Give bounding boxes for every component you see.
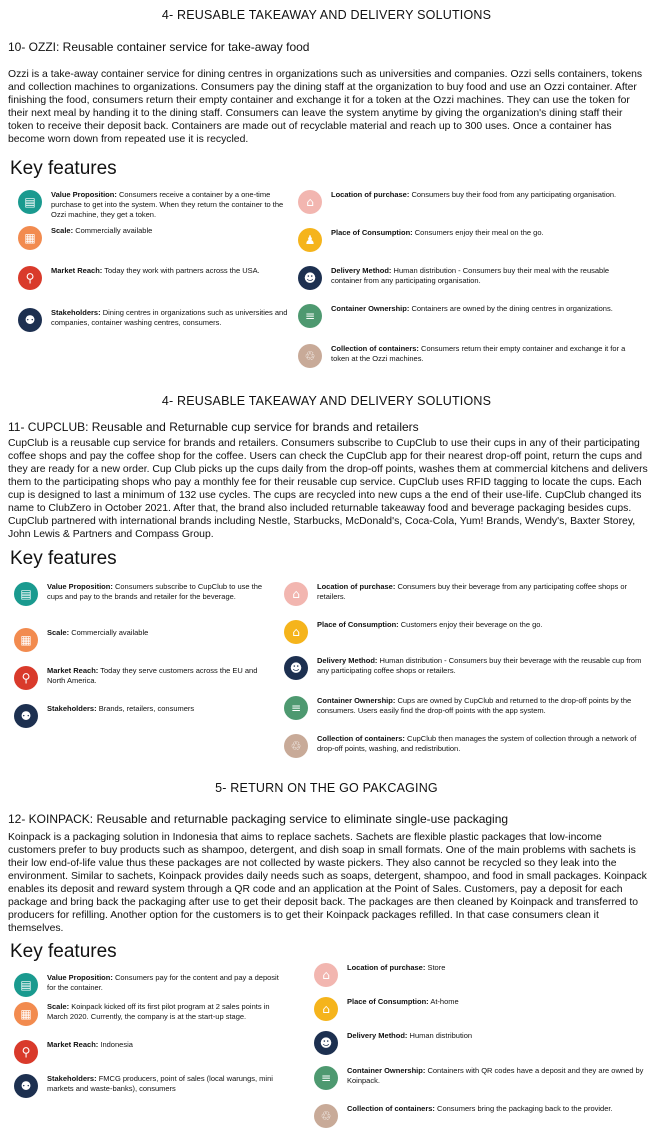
home-icon: ⌂ [284, 620, 308, 644]
feature-location-of-purchase [314, 963, 634, 987]
feature-text: Dining centres in organizations such as universities and companies, container washing centres, consumers. [51, 308, 288, 327]
feature-text: At-home [430, 997, 459, 1006]
feature-label: Location of purchase: [347, 963, 426, 972]
feature-label: Value Proposition: [47, 582, 113, 591]
feature-container-ownership [298, 304, 618, 328]
feature-text: Consumers return their empty container and exchange it for a token at the Ozzi machines. [331, 344, 626, 363]
walking-person-icon: ♟ [298, 228, 322, 252]
container-icon: ▤ [14, 973, 38, 997]
feature-text: CupClub then manages the system of collection through a network of drop-off points, washing, and redistribution. [317, 734, 637, 753]
feature-label: Collection of containers: [347, 1104, 435, 1113]
feature-label: Delivery Method: [317, 656, 378, 665]
feature-text: Human distribution [409, 1031, 473, 1040]
feature-text: Commercially available [71, 628, 149, 637]
feature-label: Market Reach: [51, 266, 103, 275]
feature-label: Scale: [51, 226, 74, 235]
feature-label: Container Ownership: [317, 696, 396, 705]
feature-label: Scale: [47, 1002, 70, 1011]
clipboard-icon: ▦ [18, 226, 42, 250]
container-icon: ▤ [14, 582, 38, 606]
feature-label: Place of Consumption: [347, 997, 429, 1006]
feature-text: Customers enjoy their beverage on the go. [400, 620, 543, 629]
clipboard-icon: ▦ [14, 1002, 38, 1026]
feature-label: Container Ownership: [331, 304, 410, 313]
feature-delivery-method [298, 266, 628, 290]
feature-location-of-purchase [298, 190, 618, 214]
feature-stakeholders [14, 1074, 284, 1098]
feature-delivery-method [284, 656, 644, 680]
feature-text: Containers are owned by the dining centres in organizations. [411, 304, 613, 313]
feature-place-of-consumption [284, 620, 644, 644]
feature-delivery-method [314, 1031, 634, 1055]
container-icon: ▤ [18, 190, 42, 214]
store-icon: ⌂ [284, 582, 308, 606]
feature-label: Collection of containers: [317, 734, 405, 743]
delivery-person-icon: ☻ [314, 1031, 338, 1055]
feature-market-reach [18, 266, 288, 290]
delivery-person-icon: ☻ [284, 656, 308, 680]
feature-text: Human distribution - Consumers buy their meal with the reusable container from any participating organisation. [331, 266, 610, 285]
store-icon: ⌂ [298, 190, 322, 214]
home-icon: ⌂ [314, 997, 338, 1021]
feature-place-of-consumption [314, 997, 634, 1021]
stack-icon: ≡ [314, 1066, 338, 1090]
section-header: 4- REUSABLE TAKEAWAY AND DELIVERY SOLUTIONS [161, 394, 492, 408]
feature-text: Store [427, 963, 446, 972]
feature-collection-of-containers [314, 1104, 644, 1128]
feature-scale [14, 1002, 284, 1026]
feature-text: Indonesia [100, 1040, 133, 1049]
feature-label: Delivery Method: [331, 266, 392, 275]
feature-collection-of-containers [298, 344, 628, 368]
key-features-heading: Key features [10, 941, 117, 962]
feature-text: Today they serve customers across the EU and North America. [47, 666, 258, 685]
feature-stakeholders [18, 308, 288, 332]
people-icon: ⚉ [14, 704, 38, 728]
feature-label: Place of Consumption: [331, 228, 413, 237]
feature-text: Consumers pay for the content and pay a deposit for the container. [47, 973, 279, 992]
feature-text: Consumers enjoy their meal on the go. [414, 228, 544, 237]
store-icon: ⌂ [314, 963, 338, 987]
case-title: 11- CUPCLUB: Reusable and Returnable cup service for brands and retailers [8, 420, 419, 434]
feature-market-reach [14, 1040, 284, 1064]
feature-text: Brands, retailers, consumers [98, 704, 195, 713]
feature-container-ownership [314, 1066, 644, 1090]
feature-text: Human distribution - Consumers buy their beverage with the reusable cup from any participating coffee shops or retailers. [317, 656, 642, 675]
feature-text: Containers with QR codes have a deposit and they are owned by Koinpack. [347, 1066, 644, 1085]
case-description: Koinpack is a packaging solution in Indonesia that aims to replace sachets. Sachets are flexible plastic packages that low-income customers prefer to buy products such as shampoo, detergent, and dish soap in small formats. One of the main problems with sachets is their low end-of-life value thus these packages are not collected by waste pickers. They also cannot be recycled so they leak into the environment. Similar to sachets, Koinpack provides daily needs such as soaps, detergent, shampoo, and food in small packages. Koinpack enables its deposit and reward system through a QR code and an application at the Point of Sales. Customers, pay a deposit for each package and bring back the packaging after use to get their deposit back. The packages are then cleaned by Koinpack and transferred to producers for refilling. Another option for the customers is to get their Koinpack packages refilled. In that case consumers clean it themselves. [8, 832, 647, 934]
feature-label: Market Reach: [47, 1040, 99, 1049]
feature-label: Stakeholders: [47, 704, 97, 713]
map-pin-icon: ⚲ [14, 666, 38, 690]
feature-value-proposition [14, 582, 269, 606]
people-icon: ⚉ [18, 308, 42, 332]
delivery-person-icon: ☻ [298, 266, 322, 290]
case-title: 12- KOINPACK: Reusable and returnable packaging service to eliminate single-use packaging [8, 812, 509, 826]
feature-label: Place of Consumption: [317, 620, 399, 629]
feature-text: FMCG producers, point of sales (local warungs, mini markets and waste-banks), consumers [47, 1074, 273, 1093]
feature-text: Cups are owned by CupClub and returned to the drop-off points by the consumers. Users easily find the drop-off points with the app system. [317, 696, 632, 715]
feature-scale [18, 226, 288, 250]
feature-text: Commercially available [75, 226, 153, 235]
feature-label: Value Proposition: [51, 190, 117, 199]
feature-container-ownership [284, 696, 644, 720]
feature-text: Today they work with partners across the USA. [104, 266, 260, 275]
section-header: 5- RETURN ON THE GO PAKCAGING [215, 781, 438, 795]
feature-label: Market Reach: [47, 666, 99, 675]
feature-label: Value Proposition: [47, 973, 113, 982]
feature-text: Consumers receive a container by a one-time purchase to get into the system. When they return the container to the Ozzi machine, they get a token. [51, 190, 284, 219]
feature-label: Delivery Method: [347, 1031, 408, 1040]
feature-market-reach [14, 666, 269, 690]
feature-label: Location of purchase: [331, 190, 410, 199]
feature-text: Consumers buy their food from any participating organisation. [411, 190, 617, 199]
feature-text: Consumers buy their beverage from any participating coffee shops or retailers. [317, 582, 628, 601]
feature-text: Consumers bring the packaging back to the provider. [437, 1104, 613, 1113]
feature-text: Koinpack kicked off its first pilot program at 2 sales points in March 2020. Currently, the company is at the start-up stage. [47, 1002, 270, 1021]
feature-label: Collection of containers: [331, 344, 419, 353]
collection-icon: ♲ [314, 1104, 338, 1128]
feature-stakeholders [14, 704, 269, 728]
feature-label: Scale: [47, 628, 70, 637]
feature-location-of-purchase [284, 582, 644, 606]
key-features-heading: Key features [10, 548, 117, 569]
case-description: Ozzi is a take-away container service for dining centres in organizations such as universities and companies. Ozzi sells containers, tokens and collection machines to organizations. Consumers pay the dining staff at the organization to buy food and use an Ozzi container. After finishing the food, consumers return their empty container and exchange it for a token at the Ozzi machines. They can use the token for their next meal by handing it to the dining staff. Consumers can leave the system anytime by giving the organization's dining staff their token to receive their deposit back. Containers are made out of recyclable material and reach up to 300 uses. Once a container has become worn down from repeated use it is recycled. [8, 69, 643, 145]
feature-label: Location of purchase: [317, 582, 396, 591]
case-title: 10- OZZI: Reusable container service for take-away food [8, 40, 310, 54]
feature-label: Container Ownership: [347, 1066, 426, 1075]
key-features-heading: Key features [10, 158, 117, 179]
stack-icon: ≡ [298, 304, 322, 328]
feature-label: Stakeholders: [47, 1074, 97, 1083]
map-pin-icon: ⚲ [18, 266, 42, 290]
case-description: CupClub is a reusable cup service for brands and retailers. Consumers subscribe to CupClub to use their cups in any of their participating coffee shops and pay the coffee shop for the coffee. Users can check the CupClub app for their nearest drop-off point, return the cups and they are ready for a new order. Cup Club picks up the cups daily from the drop-off points, washes them at commercial kitchens and delivers them to the participating shops who pay a monthly fee for their reusable cup service. CupClub uses RFID tagging to locate the cups. Each cup is designed to last a minimum of 132 use cycles. The cups are recycled into new cups a the end of their use-life. CupClub changed its name to ClubZero in October 2021. After that, the brand also included returnable takeaway food and beverage packaging besides cups. CupClub partnered with international brands including Nestle, Starbucks, McDonald's, Coca-Cola, Yum! Brands, Wendy's, Baxter Storey, John Lewis & Partners and Compass Group. [8, 438, 648, 540]
section-header: 4- REUSABLE TAKEAWAY AND DELIVERY SOLUTIONS [161, 8, 492, 22]
feature-collection-of-containers [284, 734, 649, 758]
feature-value-proposition [18, 190, 288, 220]
feature-value-proposition [14, 973, 284, 997]
collection-icon: ♲ [298, 344, 322, 368]
feature-place-of-consumption [298, 228, 618, 252]
feature-label: Stakeholders: [51, 308, 101, 317]
clipboard-icon: ▦ [14, 628, 38, 652]
map-pin-icon: ⚲ [14, 1040, 38, 1064]
feature-text: Consumers subscribe to CupClub to use the cups and pay to the brands and retailer for the beverage. [47, 582, 263, 601]
feature-scale [14, 628, 269, 652]
people-icon: ⚉ [14, 1074, 38, 1098]
stack-icon: ≡ [284, 696, 308, 720]
collection-icon: ♲ [284, 734, 308, 758]
